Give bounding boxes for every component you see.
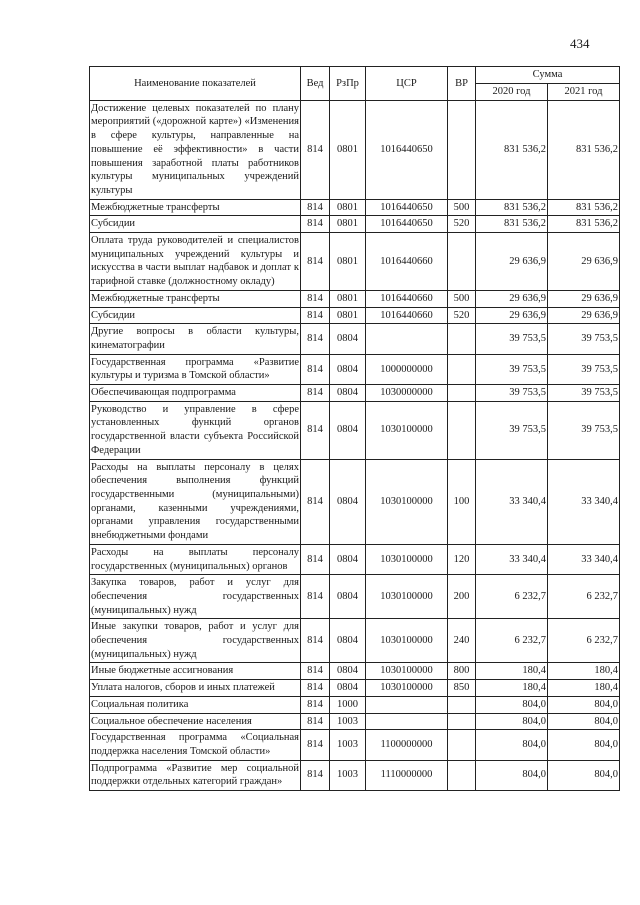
row-name: Оплата труда руководителей и специалистов муниципальных учреждений культуры и искусства в части выплат надбавок и доплат к тарифной ставке (должностному окладу) [90,233,301,291]
row-amount-2021: 29 636,9 [548,233,620,291]
row-amount-2021: 29 636,9 [548,290,620,307]
row-vr: 200 [448,575,476,619]
table-header [90,67,620,101]
row-csr [366,324,448,354]
row-amount-2021: 33 340,4 [548,459,620,544]
row-ved: 814 [301,696,330,713]
row-name: Достижение целевых показателей по плану мероприятий («дорожной карте») «Изменения в сфере культуры, направленные на повышение её эффективности» в части повышения заработной платы работников культуры муниципальных учреждений культуры [90,100,301,199]
row-csr: 1016440650 [366,216,448,233]
table-row [90,385,620,402]
row-vr: 500 [448,199,476,216]
row-rzpr: 1003 [330,730,366,760]
row-vr: 100 [448,459,476,544]
row-amount-2021: 804,0 [548,696,620,713]
row-amount-2021: 804,0 [548,713,620,730]
row-name: Расходы на выплаты персоналу в целях обеспечения выполнения функций государственными (муниципальными) органами, казенными учреждениями, органами управления государственными внебюджетными фондами [90,459,301,544]
row-vr [448,324,476,354]
row-csr: 1030100000 [366,459,448,544]
row-name: Подпрограмма «Развитие мер социальной поддержки отдельных категорий граждан» [90,760,301,790]
table-row [90,307,620,324]
row-amount-2020: 33 340,4 [476,544,548,574]
row-ved: 814 [301,290,330,307]
table-row [90,100,620,199]
row-rzpr: 0804 [330,619,366,663]
row-vr [448,100,476,199]
row-name: Уплата налогов, сборов и иных платежей [90,680,301,697]
header-csr: ЦСР [366,67,448,101]
row-vr [448,401,476,459]
row-name: Государственная программа «Развитие культуры и туризма в Томской области» [90,354,301,384]
row-amount-2020: 804,0 [476,713,548,730]
row-ved: 814 [301,619,330,663]
row-csr: 1110000000 [366,760,448,790]
row-amount-2020: 29 636,9 [476,233,548,291]
row-csr: 1000000000 [366,354,448,384]
row-amount-2020: 831 536,2 [476,216,548,233]
table-row [90,760,620,790]
row-name: Иные закупки товаров, работ и услуг для обеспечения государственных (муниципальных) нужд [90,619,301,663]
row-rzpr: 0801 [330,233,366,291]
row-csr [366,713,448,730]
row-name: Обеспечивающая подпрограмма [90,385,301,402]
row-rzpr: 0804 [330,354,366,384]
row-ved: 814 [301,324,330,354]
row-vr: 520 [448,307,476,324]
row-rzpr: 0804 [330,575,366,619]
row-amount-2021: 180,4 [548,680,620,697]
row-rzpr: 0801 [330,216,366,233]
row-amount-2020: 29 636,9 [476,290,548,307]
row-rzpr: 0804 [330,324,366,354]
row-amount-2021: 29 636,9 [548,307,620,324]
row-amount-2020: 6 232,7 [476,575,548,619]
row-name: Государственная программа «Социальная поддержка населения Томской области» [90,730,301,760]
row-amount-2020: 831 536,2 [476,199,548,216]
table-body [90,100,620,790]
row-amount-2020: 39 753,5 [476,354,548,384]
row-csr: 1030100000 [366,544,448,574]
row-amount-2021: 39 753,5 [548,401,620,459]
row-csr [366,696,448,713]
row-ved: 814 [301,199,330,216]
row-name: Расходы на выплаты персоналу государственных (муниципальных) органов [90,544,301,574]
row-ved: 814 [301,575,330,619]
row-amount-2020: 804,0 [476,730,548,760]
row-vr: 850 [448,680,476,697]
row-name: Иные бюджетные ассигнования [90,663,301,680]
table-row [90,696,620,713]
table-row [90,544,620,574]
row-ved: 814 [301,459,330,544]
table-row [90,324,620,354]
row-ved: 814 [301,760,330,790]
header-name: Наименование показателей [90,67,301,101]
row-vr: 500 [448,290,476,307]
row-name: Субсидии [90,216,301,233]
row-csr: 1030000000 [366,385,448,402]
row-name: Другие вопросы в области культуры, кинематографии [90,324,301,354]
row-vr: 240 [448,619,476,663]
page-number: 434 [570,36,590,51]
row-csr: 1030100000 [366,401,448,459]
row-amount-2021: 804,0 [548,760,620,790]
row-ved: 814 [301,401,330,459]
row-name: Межбюджетные трансферты [90,199,301,216]
row-amount-2021: 831 536,2 [548,100,620,199]
row-rzpr: 1000 [330,696,366,713]
row-csr: 1030100000 [366,575,448,619]
row-vr [448,730,476,760]
header-sum: Сумма [476,67,620,84]
row-rzpr: 0804 [330,680,366,697]
row-vr: 520 [448,216,476,233]
header-year-2021: 2021 год [548,84,620,101]
row-vr [448,385,476,402]
row-vr [448,760,476,790]
row-name: Социальное обеспечение населения [90,713,301,730]
row-name: Закупка товаров, работ и услуг для обеспечения государственных (муниципальных) нужд [90,575,301,619]
row-amount-2020: 6 232,7 [476,619,548,663]
header-vr: ВР [448,67,476,101]
row-amount-2021: 831 536,2 [548,199,620,216]
row-csr: 1016440660 [366,307,448,324]
row-csr: 1100000000 [366,730,448,760]
table-row [90,575,620,619]
row-amount-2021: 831 536,2 [548,216,620,233]
table-row [90,713,620,730]
row-ved: 814 [301,354,330,384]
row-rzpr: 0801 [330,100,366,199]
row-rzpr: 0801 [330,199,366,216]
header-year-2020: 2020 год [476,84,548,101]
row-ved: 814 [301,216,330,233]
row-rzpr: 1003 [330,760,366,790]
row-amount-2020: 33 340,4 [476,459,548,544]
row-amount-2021: 6 232,7 [548,575,620,619]
row-vr: 120 [448,544,476,574]
row-ved: 814 [301,663,330,680]
table-row [90,730,620,760]
header-rzpr: РзПр [330,67,366,101]
table-row [90,459,620,544]
row-rzpr: 0804 [330,401,366,459]
table-row [90,663,620,680]
table-row [90,216,620,233]
row-rzpr: 0804 [330,663,366,680]
row-amount-2020: 804,0 [476,760,548,790]
row-rzpr: 0804 [330,544,366,574]
table-row [90,354,620,384]
row-ved: 814 [301,385,330,402]
row-csr: 1016440660 [366,290,448,307]
row-csr: 1030100000 [366,680,448,697]
table-row [90,199,620,216]
table-row [90,233,620,291]
row-ved: 814 [301,233,330,291]
row-vr [448,354,476,384]
row-amount-2021: 804,0 [548,730,620,760]
table-row [90,290,620,307]
row-vr [448,233,476,291]
row-rzpr: 0804 [330,385,366,402]
row-ved: 814 [301,544,330,574]
row-csr: 1016440660 [366,233,448,291]
row-amount-2021: 39 753,5 [548,385,620,402]
row-ved: 814 [301,307,330,324]
row-amount-2020: 39 753,5 [476,401,548,459]
row-amount-2020: 39 753,5 [476,324,548,354]
row-ved: 814 [301,680,330,697]
row-name: Руководство и управление в сфере установленных функций органов государственной власти субъекта Российской Федерации [90,401,301,459]
row-csr: 1030100000 [366,619,448,663]
row-amount-2020: 29 636,9 [476,307,548,324]
row-rzpr: 1003 [330,713,366,730]
row-amount-2020: 39 753,5 [476,385,548,402]
table-row [90,401,620,459]
row-amount-2021: 180,4 [548,663,620,680]
row-name: Социальная политика [90,696,301,713]
row-name: Субсидии [90,307,301,324]
row-rzpr: 0804 [330,459,366,544]
row-amount-2020: 180,4 [476,680,548,697]
table-row [90,619,620,663]
row-amount-2021: 39 753,5 [548,324,620,354]
row-rzpr: 0801 [330,290,366,307]
row-csr: 1016440650 [366,199,448,216]
row-amount-2021: 6 232,7 [548,619,620,663]
row-amount-2021: 39 753,5 [548,354,620,384]
row-amount-2020: 804,0 [476,696,548,713]
row-amount-2021: 33 340,4 [548,544,620,574]
row-ved: 814 [301,713,330,730]
table-row [90,680,620,697]
row-amount-2020: 831 536,2 [476,100,548,199]
row-name: Межбюджетные трансферты [90,290,301,307]
header-ved: Вед [301,67,330,101]
row-vr [448,696,476,713]
row-csr: 1016440650 [366,100,448,199]
row-ved: 814 [301,100,330,199]
row-rzpr: 0801 [330,307,366,324]
budget-table [89,66,620,791]
row-ved: 814 [301,730,330,760]
row-csr: 1030100000 [366,663,448,680]
row-amount-2020: 180,4 [476,663,548,680]
row-vr: 800 [448,663,476,680]
row-vr [448,713,476,730]
